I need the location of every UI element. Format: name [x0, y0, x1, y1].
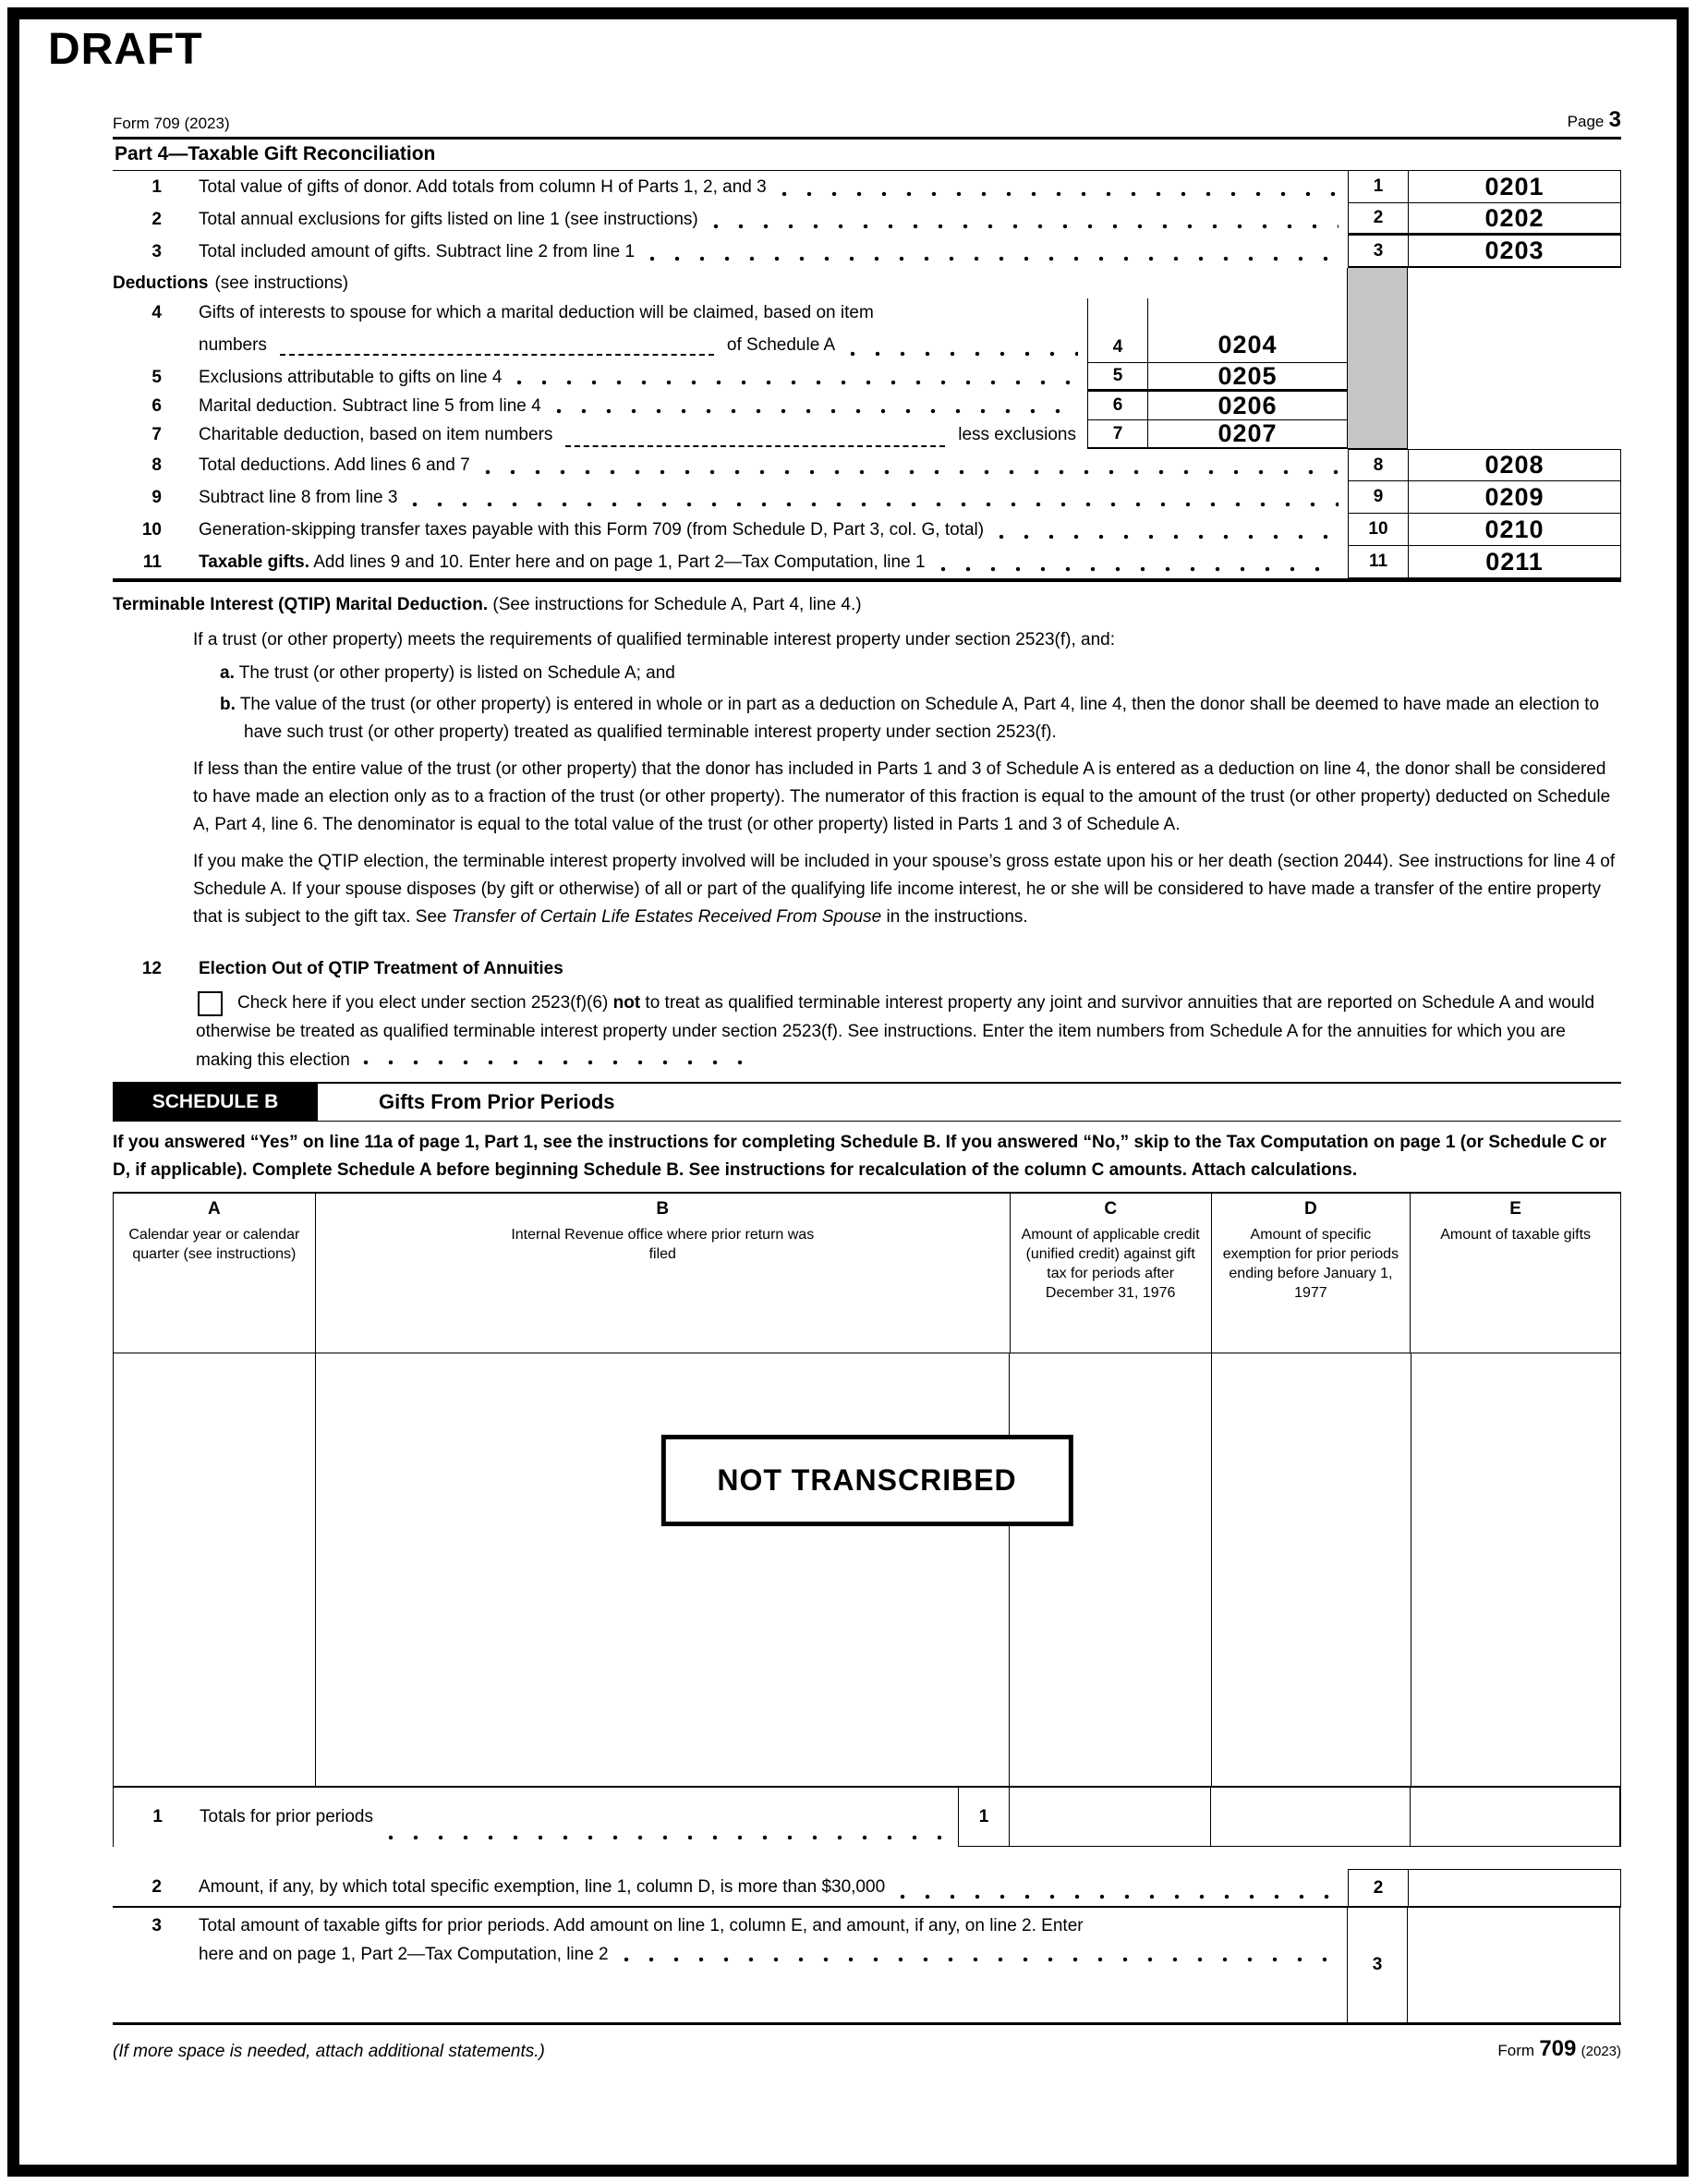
- amount-entry-field[interactable]: 0202: [1408, 203, 1621, 236]
- schedule-b-title: Gifts From Prior Periods: [379, 1090, 615, 1113]
- column-header-d: [1212, 1194, 1411, 1353]
- footer-form-word: Form: [1497, 2042, 1535, 2059]
- line12-text-bold: not: [612, 993, 641, 1013]
- line-number: 4: [151, 303, 162, 322]
- dot-leader: [388, 1835, 949, 1840]
- qtip-heading-bold: Terminable Interest (QTIP) Marital Deduction.: [113, 595, 489, 614]
- line12-body: [196, 989, 1621, 1074]
- dot-leader: [999, 534, 1339, 540]
- column-letter: A: [208, 1199, 221, 1219]
- amount-entry-field[interactable]: 0209: [1408, 481, 1621, 514]
- deductions-heading-note: (see instructions): [214, 273, 349, 293]
- column-header-e: [1411, 1194, 1620, 1353]
- totals-cell-c[interactable]: [1010, 1788, 1211, 1846]
- item-numbers-blank[interactable]: [565, 427, 945, 447]
- line-label: Marital deduction. Subtract line 5 from line 4: [199, 395, 541, 416]
- line-number: 5: [151, 367, 162, 387]
- column-description: Amount of specific exemption for prior periods ending before January 1, 1977: [1222, 1227, 1399, 1301]
- line-number: 3: [151, 1915, 162, 1935]
- page-header: [113, 109, 1621, 133]
- dot-leader: [624, 1957, 1338, 1962]
- column-description: Amount of taxable gifts: [1440, 1227, 1592, 1243]
- amount-entry-field[interactable]: 0211: [1408, 546, 1621, 578]
- qtip-heading: [113, 595, 1621, 615]
- part4-title: Part 4—Taxable Gift Reconciliation: [113, 140, 1621, 171]
- line-label: Exclusions attributable to gifts on line 4: [199, 367, 503, 387]
- part4-bottom-rule: [113, 578, 1621, 582]
- qtip-paragraph-3: [193, 848, 1617, 931]
- line-number: 8: [151, 455, 162, 475]
- line-label: Total annual exclusions for gifts listed on line 1 (see instructions): [199, 209, 698, 229]
- column-description: Internal Revenue office where prior return was filed: [511, 1227, 815, 1262]
- column-letter: B: [656, 1199, 670, 1219]
- line-label: Amount, if any, by which total specific exemption, line 1, column D, is more than $30,000: [199, 1877, 886, 1897]
- dot-leader: [556, 408, 1078, 414]
- column-description: Amount of applicable credit (unified credit) against gift tax for periods after December 31, 1976: [1021, 1227, 1200, 1301]
- schedule-b-label: SCHEDULE B: [113, 1084, 318, 1121]
- line12-text-2: to treat as qualified terminable interest property any joint and survivor annuities that are reported on Schedule A and would otherwise be treated as qualified terminable interest property under section 2523(f). See instructions. Enter the item numbers from Schedule A for the annuities for which you are making this election: [196, 993, 1595, 1070]
- amount-entry-field[interactable]: 0203: [1408, 236, 1621, 268]
- spacer: [1408, 268, 1621, 449]
- totals-cell-e[interactable]: [1411, 1788, 1620, 1846]
- line-number-box: 5: [1087, 363, 1147, 392]
- line-number-box: 6: [1087, 392, 1147, 420]
- line-number: 11: [142, 552, 162, 572]
- footer-form-number: 709: [1539, 2036, 1577, 2061]
- qtip-item-a: [220, 660, 1617, 687]
- page-footer: [113, 2036, 1621, 2062]
- qtip-item-b-text: The value of the trust (or other property) is entered in whole or in part as a deduction on Schedule A, Part 4, line 4, then the donor shall be deemed to have made an election to have such trust (or other property) treated as qualified terminable interest property under section 2523(f).: [235, 695, 1600, 742]
- line-number-box: 9: [1348, 481, 1408, 514]
- qtip-item-a-text: The trust (or other property) is listed on Schedule A; and: [234, 663, 675, 683]
- line-number-box: 10: [1348, 514, 1408, 546]
- line-label: Total value of gifts of donor. Add totals from column H of Parts 1, 2, and 3: [199, 176, 767, 197]
- part4-line-3: [113, 236, 1621, 268]
- deductions-section: [113, 268, 1621, 449]
- dot-leader: [850, 351, 1078, 357]
- line-number: 1: [152, 1807, 163, 1826]
- dot-leader: [900, 1894, 1339, 1899]
- line-label-2: here and on page 1, Part 2—Tax Computation, line 2: [199, 1944, 609, 1964]
- qtip-paragraph-2: If less than the entire value of the trust (or other property) that the donor has included in Parts 1 and 3 of Schedule A is entered as a deduction on line 4, the donor shall be considered to have made an election only as to a fraction of the trust (or other property). The numerator of this fraction is equal to the amount of the trust (or other property) deducted on Schedule A, Part 4, line 6. The denominator is equal to the total value of the trust (or other property) listed in Parts 1 and 3 of Schedule A.: [193, 759, 1611, 834]
- qtip-heading-rest: (See instructions for Schedule A, Part 4, line 4.): [488, 595, 862, 614]
- amount-entry-field[interactable]: 0208: [1408, 449, 1621, 481]
- amount-entry-field[interactable]: 0207: [1147, 420, 1347, 449]
- footer-form-id: [1497, 2036, 1621, 2062]
- line-label: Charitable deduction, based on item numbers: [199, 424, 553, 444]
- column-letter: D: [1304, 1199, 1317, 1219]
- part4-line-4: [113, 298, 1347, 363]
- part4-line-7: [113, 420, 1347, 449]
- column-header-b: [316, 1194, 1011, 1353]
- item-numbers-blank[interactable]: [280, 335, 714, 356]
- amount-entry-field[interactable]: 0204: [1147, 298, 1347, 363]
- amount-entry-field[interactable]: [1408, 1869, 1621, 1906]
- line-number: 3: [151, 241, 162, 261]
- line-label-1: Gifts of interests to spouse for which a marital deduction will be claimed, based on item: [199, 303, 874, 322]
- qtip-paragraph-3-italic: Transfer of Certain Life Estates Received From Spouse: [451, 907, 882, 927]
- line-number-box: 4: [1087, 298, 1147, 363]
- line-label-suffix: less exclusions: [958, 424, 1076, 444]
- dot-leader: [412, 502, 1339, 507]
- draft-watermark: DRAFT: [48, 25, 203, 74]
- line12-title-row: [113, 955, 1621, 983]
- line-number: 7: [151, 424, 162, 444]
- footer-note: (If more space is needed, attach additional statements.): [113, 2042, 545, 2061]
- line-number-box: 1: [1348, 171, 1408, 203]
- dot-leader: [649, 256, 1339, 261]
- line-number: 9: [151, 487, 162, 507]
- part4-line-11: [113, 546, 1621, 578]
- qtip-paragraph-3-start: If you make the QTIP election, the terminable interest property involved will be included in your spouse’s gross estate upon his or her death (section 2044). See instructions for line 4 of Schedule A. If your spouse disposes (by gift or otherwise) of all or part of the qualifying life income interest, he or she will be considered to have made a transfer of the entire property that is subject to the gift tax. See: [193, 852, 1616, 927]
- page-number: 3: [1608, 107, 1621, 132]
- spacer: [113, 1847, 1621, 1869]
- part4-line-1: [113, 171, 1621, 203]
- dot-leader: [363, 1060, 760, 1065]
- qtip-election-checkbox[interactable]: [198, 991, 223, 1016]
- line-number-box: 8: [1348, 449, 1408, 481]
- line-number-box: 2: [1348, 203, 1408, 236]
- line-number-box: 1: [958, 1788, 1010, 1846]
- line-number: 6: [151, 395, 162, 416]
- column-letter: E: [1509, 1199, 1521, 1219]
- line-number: 2: [151, 209, 162, 229]
- qtip-item-a-label: a.: [220, 663, 235, 683]
- dot-leader: [485, 469, 1339, 475]
- line-label-2: numbers: [199, 335, 267, 355]
- deductions-heading: [113, 268, 1347, 298]
- body-cell-d[interactable]: [1212, 1353, 1411, 1786]
- page-word: Page: [1567, 113, 1605, 130]
- line12-title: Election Out of QTIP Treatment of Annuities: [199, 959, 563, 978]
- line-label-rest: Add lines 9 and 10. Enter here and on page 1, Part 2—Tax Computation, line 1: [309, 552, 926, 572]
- line-label-3: of Schedule A: [726, 335, 836, 355]
- line-label: Total deductions. Add lines 6 and 7: [199, 455, 470, 475]
- line-label-1: Total amount of taxable gifts for prior periods. Add amount on line 1, column E, and amount, if any, on line 2. Enter: [199, 1915, 1084, 1935]
- line-label: Total included amount of gifts. Subtract line 2 from line 1: [199, 241, 636, 261]
- page-indicator: [1568, 107, 1621, 133]
- part4-line-10: [113, 514, 1621, 546]
- dot-leader: [781, 191, 1339, 197]
- line-label: Subtract line 8 from line 3: [199, 487, 398, 507]
- qtip-item-b-label: b.: [220, 695, 236, 714]
- part4-line-5: [113, 363, 1347, 392]
- part4-line-9: [113, 481, 1621, 514]
- line-number: 1: [151, 176, 162, 197]
- qtip-paragraph-3-end: in the instructions.: [881, 907, 1028, 927]
- line-number-box: 3: [1347, 1908, 1407, 2022]
- qtip-item-b: [220, 691, 1617, 746]
- part4-line-8: [113, 449, 1621, 481]
- line-label: Generation-skipping transfer taxes payable with this Form 709 (from Schedule D, Part 3, col. G, total): [199, 519, 985, 540]
- amount-entry-field[interactable]: 0205: [1147, 363, 1347, 392]
- column-header-c: [1011, 1194, 1212, 1353]
- schedule-b-table-body: [114, 1353, 1620, 1788]
- line-number-box: 11: [1348, 546, 1408, 578]
- line-label: [199, 552, 926, 573]
- column-letter: C: [1104, 1199, 1118, 1219]
- line-label-bold: Taxable gifts.: [199, 552, 310, 572]
- body-cell-c[interactable]: [1010, 1353, 1211, 1786]
- schedule-b-line-3: [113, 1908, 1621, 2025]
- schedule-b-line-1: [114, 1788, 1620, 1847]
- dot-leader: [713, 224, 1339, 229]
- line-number-box: 7: [1087, 420, 1147, 449]
- line12-text-1: Check here if you elect under section 2523(f)(6): [237, 993, 613, 1013]
- deductions-heading-bold: Deductions: [113, 273, 209, 293]
- line-number-box: 3: [1348, 236, 1408, 268]
- schedule-b-table-header: [114, 1194, 1620, 1353]
- qtip-paragraph-1: If a trust (or other property) meets the requirements of qualified terminable interest property under section 2523(f), and:: [193, 630, 1116, 649]
- line-number: 2: [151, 1877, 162, 1897]
- form-id: Form 709 (2023): [113, 115, 230, 132]
- column-description: Calendar year or calendar quarter (see instructions): [128, 1227, 300, 1262]
- part4-line-2: [113, 203, 1621, 236]
- schedule-b-line-2: [113, 1869, 1621, 1908]
- column-header-a: [114, 1194, 316, 1353]
- schedule-b-header-bar: [113, 1082, 1621, 1122]
- dot-leader: [940, 566, 1339, 572]
- schedule-b-instructions: If you answered “Yes” on line 11a of page 1, Part 1, see the instructions for completing Schedule B. If you answered “No,” skip to the Tax Computation on page 1 (or Schedule C or D, if applicable). Complete Schedule A before beginning Schedule B. See instructions for recalculation of the column C amounts. Attach calculations.: [113, 1133, 1607, 1180]
- line-label: Totals for prior periods: [200, 1807, 373, 1826]
- footer-form-year: (2023): [1581, 2044, 1621, 2059]
- totals-cell-d[interactable]: [1211, 1788, 1411, 1846]
- amount-entry-field[interactable]: 0206: [1147, 392, 1347, 420]
- body-cell-e[interactable]: [1411, 1353, 1620, 1786]
- line-number: 12: [141, 959, 162, 978]
- amount-entry-field[interactable]: 0201: [1408, 171, 1621, 203]
- body-cell-a[interactable]: [114, 1353, 316, 1786]
- amount-entry-field[interactable]: [1407, 1908, 1620, 2022]
- amount-entry-field[interactable]: 0210: [1408, 514, 1621, 546]
- line-number: 10: [141, 519, 162, 540]
- body-cell-b[interactable]: [316, 1353, 1010, 1786]
- dot-leader: [516, 380, 1078, 385]
- schedule-b-table: [113, 1192, 1621, 1847]
- part4-line-6: [113, 392, 1347, 420]
- shaded-no-entry-cell: [1347, 268, 1408, 449]
- line-number-box: 2: [1348, 1869, 1408, 1906]
- not-transcribed-stamp: NOT TRANSCRIBED: [660, 1435, 1072, 1526]
